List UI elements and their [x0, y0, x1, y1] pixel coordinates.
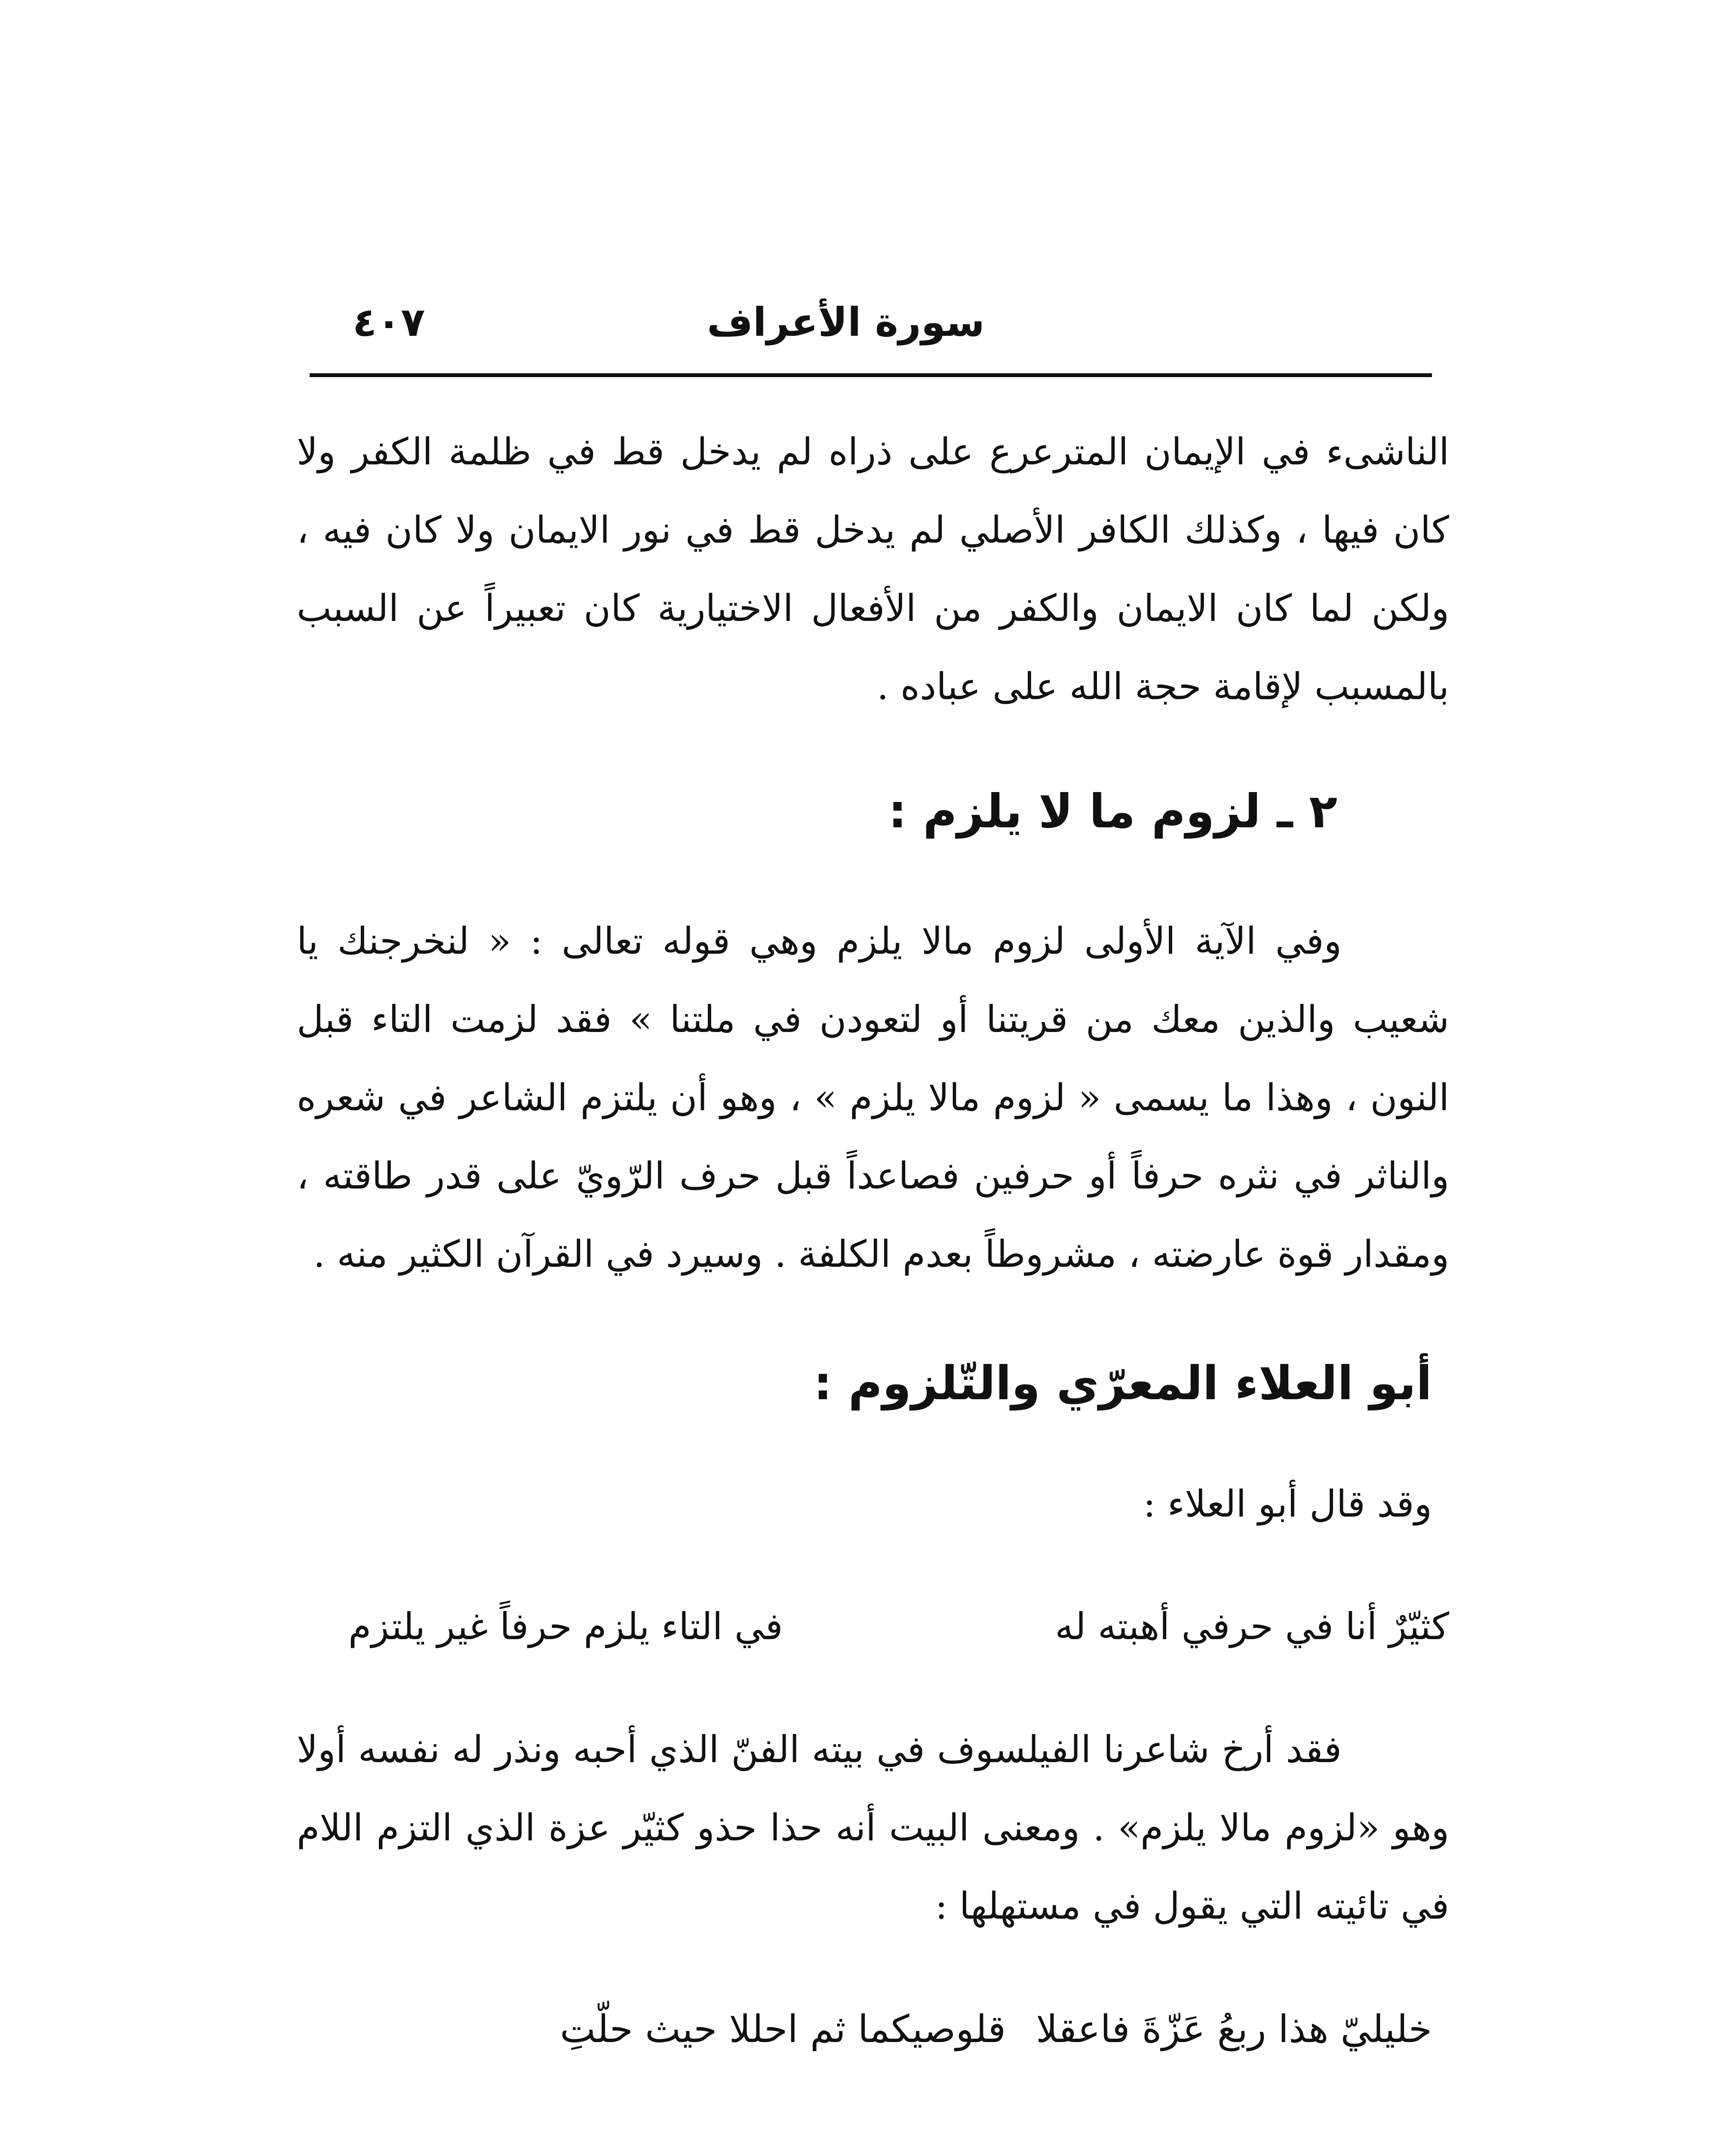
header-divider [310, 373, 1432, 377]
running-title: سورة الأعراف [707, 299, 985, 345]
page-header [297, 275, 1436, 378]
verse-2-first-hemistich: خليليّ هذا ربعُ عَزّةَ فاعقلا [1036, 2007, 1432, 2051]
verse-2 [297, 1993, 1449, 2066]
page-number: ٤٠٧ [353, 299, 425, 345]
paragraph-1: الناشىء في الإيمان المترعرع على ذراه لم يدخل قط في ظلمة الكفر ولا كان فيها ، وكذلك الكافر الأصلي لم يدخل قط في نور الايمان ولا كان فيه ، ولكن لما كان الايمان والكفر من الأفعال الاختيارية كان تعبيراً عن السبب بالمسبب لإقامة حجة الله على عباده . [297, 430, 1449, 708]
verse-2-second-hemistich: قلوصيكما ثم احللا حيث حلّتِ [560, 2007, 1006, 2051]
verse-1-first-hemistich: كثيّرٌ أنا في حرفي أهبته له [1055, 1605, 1449, 1648]
page-body [297, 413, 1449, 2066]
verse-1-second-hemistich: في التاء يلزم حرفاً غير يلتزم [348, 1605, 783, 1648]
section-heading-abu-alala: أبو العلاء المعرّي والتّلزوم : [813, 1357, 1432, 1410]
intro-line: وقد قال أبو العلاء : [1143, 1483, 1432, 1526]
section-heading-luzum: ٢ ـ لزوم ما لا يلزم : [888, 785, 1337, 838]
paragraph-3: فقد أرخ شاعرنا الفيلسوف في بيته الفنّ الذي أحبه ونذر له نفسه أولا وهو «لزوم مالا يلزم» . ومعنى البيت أنه حذا حذو كثيّر عزة الذي التزم اللام في تائيته التي يقول في مستهلها : [297, 1728, 1449, 1928]
verse-1 [297, 1590, 1449, 1663]
paragraph-2: وفي الآية الأولى لزوم مالا يلزم وهي قوله تعالى : « لنخرجنك يا شعيب والذين معك من قريتنا أو لتعودن في ملتنا » فقد لزمت التاء قبل النون ، وهذا ما يسمى « لزوم مالا يلزم » ، وهو أن يلتزم الشاعر في شعره والناثر في نثره حرفاً أو حرفين فصاعداً قبل حرف الرّويّ على قدر طاقته ، ومقدار قوة عارضته ، مشروطاً بعدم الكلفة . وسيرد في القرآن الكثير منه . [297, 920, 1449, 1276]
hemistich-gap [1006, 1993, 1036, 2066]
